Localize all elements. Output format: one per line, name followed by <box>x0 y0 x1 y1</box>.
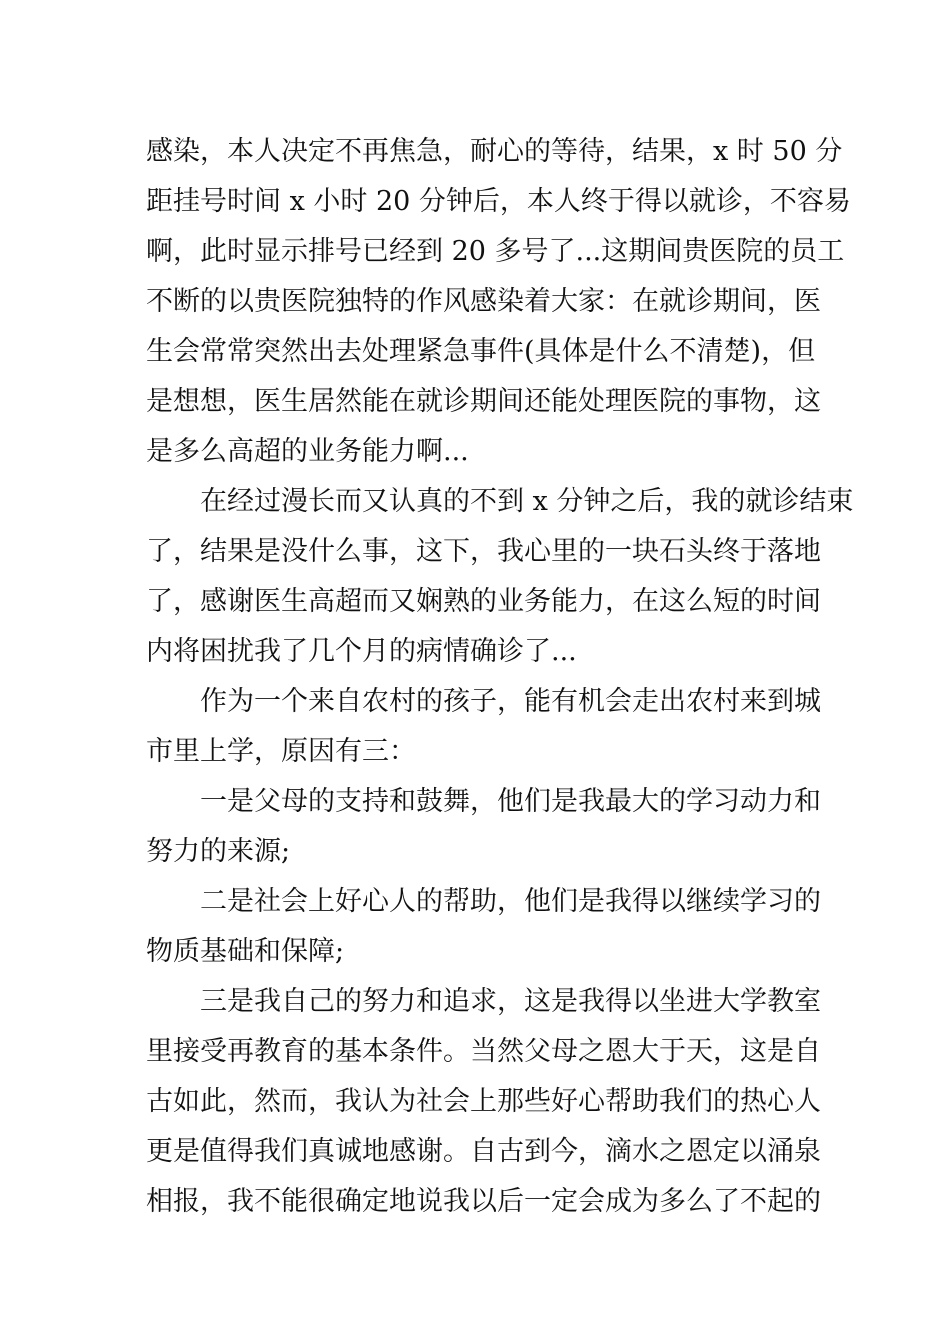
text-line-14: 一是父母的支持和鼓舞，他们是我最大的学习动力和 <box>200 786 821 817</box>
text-line-11: 内将困扰我了几个月的病情确诊了... <box>146 636 577 667</box>
text-line-12: 作为一个来自农村的孩子，能有机会走出农村来到城 <box>200 686 821 717</box>
text-line-16: 二是社会上好心人的帮助，他们是我得以继续学习的 <box>200 886 821 917</box>
text-line-13: 市里上学，原因有三： <box>146 736 416 767</box>
text-line-2: 距挂号时间 x 小时 20 分钟后，本人终于得以就诊，不容易 <box>146 186 851 217</box>
text-line-1: 感染，本人决定不再焦急，耐心的等待，结果，x 时 50 分 <box>146 136 843 167</box>
text-line-10: 了，感谢医生高超而又娴熟的业务能力，在这么短的时间 <box>146 586 821 617</box>
text-line-22: 相报，我不能很确定地说我以后一定会成为多么了不起的 <box>146 1186 821 1217</box>
text-line-4: 不断的以贵医院独特的作风感染着大家：在就诊期间，医 <box>146 286 821 317</box>
text-line-21: 更是值得我们真诚地感谢。自古到今，滴水之恩定以涌泉 <box>146 1136 821 1167</box>
text-line-17: 物质基础和保障; <box>146 936 345 967</box>
text-line-15: 努力的来源; <box>146 836 291 867</box>
text-line-19: 里接受再教育的基本条件。当然父母之恩大于天，这是自 <box>146 1036 821 1067</box>
text-line-3: 啊，此时显示排号已经到 20 多号了...这期间贵医院的员工 <box>146 236 845 267</box>
text-line-7: 是多么高超的业务能力啊... <box>146 436 469 467</box>
text-line-18: 三是我自己的努力和追求，这是我得以坐进大学教室 <box>200 986 821 1017</box>
text-line-5: 生会常常突然出去处理紧急事件(具体是什么不清楚)，但 <box>146 336 816 367</box>
text-line-9: 了，结果是没什么事，这下，我心里的一块石头终于落地 <box>146 536 821 567</box>
text-line-20: 古如此，然而，我认为社会上那些好心帮助我们的热心人 <box>146 1086 821 1117</box>
text-line-6: 是想想，医生居然能在就诊期间还能处理医院的事物，这 <box>146 386 821 417</box>
text-line-8: 在经过漫长而又认真的不到 x 分钟之后，我的就诊结束 <box>200 486 854 517</box>
